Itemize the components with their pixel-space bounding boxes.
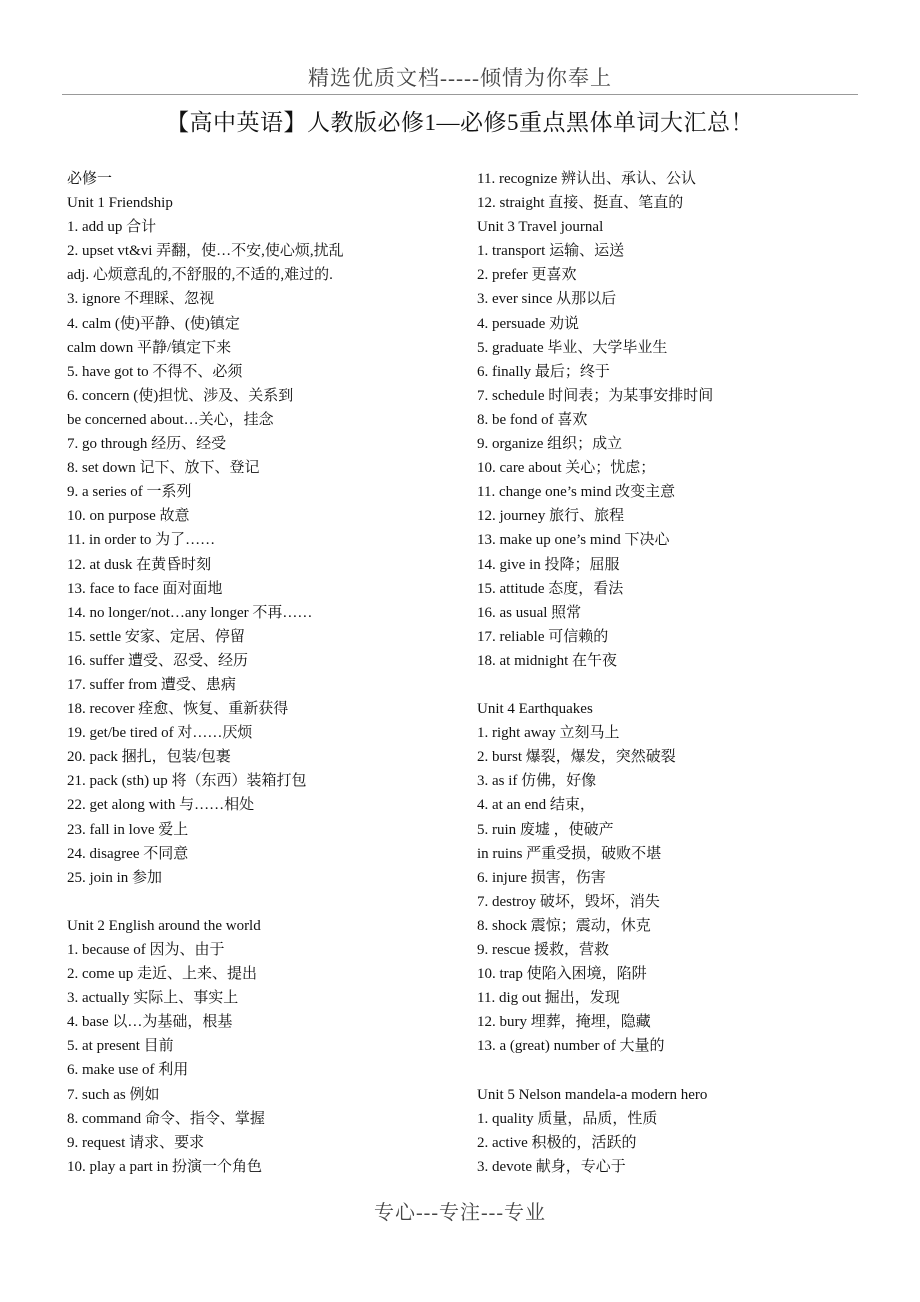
vocab-line: adj. 心烦意乱的,不舒服的,不适的,难过的. (67, 267, 333, 284)
vocab-line: 6. injure 损害，伤害 (477, 869, 606, 886)
vocab-line: 14. give in 投降；屈服 (477, 556, 620, 573)
vocab-line: 1. right away 立刻马上 (477, 725, 620, 742)
header-divider (62, 94, 858, 95)
vocab-line: 3. actually 实际上、事实上 (67, 990, 239, 1007)
vocab-line: 4. persuade 劝说 (477, 315, 580, 332)
vocab-line: 17. suffer from 遭受、患病 (67, 676, 236, 693)
vocab-line: 2. burst 爆裂，爆发，突然破裂 (477, 749, 676, 766)
vocab-line: 16. as usual 照常 (477, 604, 582, 621)
vocab-line: 12. straight 直接、挺直、笔直的 (477, 195, 684, 212)
vocab-line: 21. pack (sth) up 将（东西）装箱打包 (67, 773, 307, 790)
vocab-line: 3. ever since 从那以后 (477, 291, 617, 308)
vocab-line: 23. fall in love 爱上 (67, 821, 189, 838)
vocab-line: 必修一 (67, 171, 113, 187)
vocab-line: Unit 1 Friendship (67, 195, 173, 212)
vocab-line: 2. active 积极的，活跃的 (477, 1134, 637, 1151)
vocab-line: 2. upset vt&vi 弄翻，使…不安,使心烦,扰乱 (67, 243, 344, 260)
vocab-line: Unit 3 Travel journal (477, 219, 604, 236)
vocab-line: 1. because of 因为、由于 (67, 942, 225, 958)
vocab-line: 3. devote 献身，专心于 (477, 1158, 626, 1175)
vocab-line: 3. ignore 不理睬、忽视 (67, 291, 215, 308)
vocab-line: 18. at midnight 在午夜 (477, 652, 617, 669)
vocab-line: 22. get along with 与……相处 (67, 797, 255, 814)
vocab-line: 18. recover 痊愈、恢复、重新获得 (67, 701, 289, 718)
vocab-line: 7. go through 经历、经受 (67, 436, 227, 453)
vocab-line: 10. trap 使陷入困境，陷阱 (477, 966, 647, 983)
vocab-line: Unit 2 English around the world (67, 917, 261, 934)
vocab-line: 9. request 请求、要求 (67, 1134, 205, 1151)
vocab-line: 6. make use of 利用 (67, 1062, 189, 1079)
vocab-line: 5. at present 目前 (67, 1038, 174, 1055)
vocab-line: 7. destroy 破坏，毁坏，消失 (477, 893, 660, 910)
vocab-line: 9. rescue 援救，营救 (477, 942, 610, 958)
vocab-line: 5. have got to 不得不、必须 (67, 363, 243, 380)
vocab-line: Unit 5 Nelson mandela-a modern hero (477, 1086, 708, 1103)
vocab-line: calm down 平静/镇定下来 (67, 339, 232, 356)
vocab-line: 7. schedule 时间表；为某事安排时间 (477, 387, 714, 404)
vocab-line: 19. get/be tired of 对……厌烦 (67, 725, 253, 742)
vocab-line: 8. be fond of 喜欢 (477, 411, 588, 428)
blank-line (67, 890, 467, 914)
vocab-line: 13. make up one’s mind 下决心 (477, 532, 670, 549)
vocab-line: 12. bury 埋葬，掩埋，隐藏 (477, 1014, 651, 1031)
vocab-line: 4. at an end 结束， (477, 797, 595, 814)
vocab-line: 4. calm (使)平静、(使)镇定 (67, 315, 240, 332)
vocab-line: 14. no longer/not…any longer 不再…… (67, 604, 313, 621)
vocab-line: 2. prefer 更喜欢 (477, 267, 577, 284)
vocab-line: 3. as if 仿佛，好像 (477, 773, 597, 790)
vocab-line: 15. attitude 态度，看法 (477, 580, 624, 597)
vocab-line: 2. come up 走近、上来、提出 (67, 966, 257, 983)
page-header: 精选优质文档-----倾情为你奉上 (308, 66, 612, 90)
vocab-line: 5. ruin 废墟 ，使破产 (477, 821, 614, 838)
left-column (67, 167, 467, 1179)
vocab-line: 8. command 命令、指令、掌握 (67, 1110, 265, 1127)
vocab-line: 5. graduate 毕业、大学毕业生 (477, 339, 668, 356)
vocab-line: 8. shock 震惊；震动，休克 (477, 917, 651, 934)
vocab-line: 12. at dusk 在黄昏时刻 (67, 556, 212, 573)
blank-line (477, 673, 897, 697)
vocab-line: 1. add up 合计 (67, 219, 157, 236)
vocab-line: 17. reliable 可信赖的 (477, 628, 609, 645)
vocab-line: 10. on purpose 故意 (67, 508, 190, 525)
vocab-line: 11. in order to 为了…… (67, 532, 216, 549)
vocab-line: be concerned about…关心，挂念 (67, 411, 274, 428)
vocab-line: 6. concern (使)担忧、涉及、关系到 (67, 387, 294, 404)
vocab-line: 10. care about 关心；忧虑； (477, 460, 656, 477)
vocab-line: 13. a (great) number of 大量的 (477, 1038, 665, 1055)
vocab-line: 11. change one’s mind 改变主意 (477, 484, 676, 501)
vocab-line: 1. quality 质量，品质，性质 (477, 1110, 658, 1127)
vocab-line: 10. play a part in 扮演一个角色 (67, 1158, 262, 1175)
vocab-line: 12. journey 旅行、旅程 (477, 508, 625, 525)
vocab-line: 15. settle 安家、定居、停留 (67, 628, 245, 645)
vocab-line: 8. set down 记下、放下、登记 (67, 460, 260, 477)
vocab-line: 9. a series of 一系列 (67, 484, 192, 501)
vocab-line: 20. pack 捆扎，包装/包裹 (67, 749, 231, 766)
vocab-line: 24. disagree 不同意 (67, 845, 189, 862)
vocab-line: in ruins 严重受损，破败不堪 (477, 845, 662, 862)
vocab-line: 1. transport 运输、运送 (477, 243, 625, 260)
vocab-line: 11. recognize 辨认出、承认、公认 (477, 171, 696, 187)
vocab-line: 9. organize 组织；成立 (477, 436, 623, 453)
vocab-line: 4. base 以…为基础，根基 (67, 1014, 233, 1031)
blank-line (477, 1058, 897, 1082)
page-footer: 专心---专注---专业 (374, 1202, 546, 1224)
vocab-line: 25. join in 参加 (67, 869, 163, 886)
right-column (477, 167, 897, 1179)
vocab-line: 6. finally 最后；终于 (477, 363, 610, 380)
vocab-line: 11. dig out 掘出，发现 (477, 990, 620, 1007)
vocab-line: 13. face to face 面对面地 (67, 580, 223, 597)
vocab-line: Unit 4 Earthquakes (477, 701, 593, 718)
document-title: 【高中英语】人教版必修1—必修5重点黑体单词大汇总！ (166, 110, 754, 135)
vocab-line: 16. suffer 遭受、忍受、经历 (67, 652, 248, 669)
vocab-line: 7. such as 例如 (67, 1086, 160, 1103)
